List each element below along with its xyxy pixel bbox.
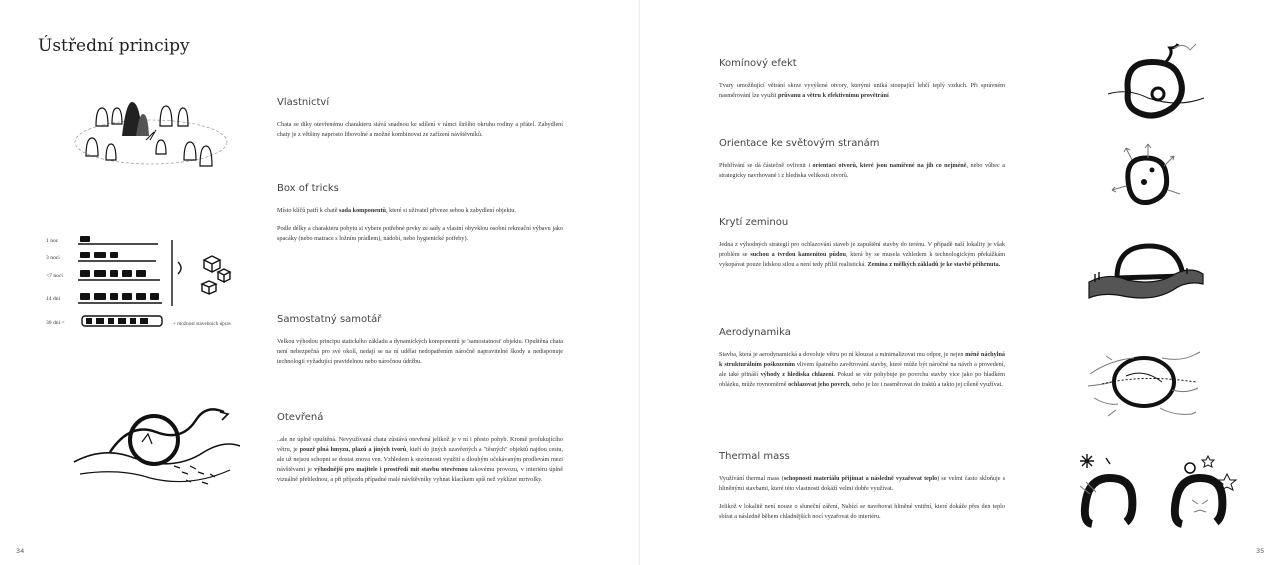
section-ownership	[277, 97, 563, 148]
emphasis-text: orientací otvorů, které jsou namířené na jih co nejméně	[812, 162, 967, 169]
emphasis-text: ochlazovat jeho povrch	[788, 381, 850, 388]
section-body	[719, 474, 1005, 522]
emphasis-text: méně náchylná k strukturálním poškozením	[719, 351, 1005, 368]
section-body	[719, 350, 1005, 390]
paragraph	[719, 350, 1005, 390]
section-orientation	[719, 138, 1005, 189]
text-run: takovému provozu, v interiéru úplně vizuálně přehlednou, a při příjezdu případné malé návštěvníky vyhnat klacíkem spíš než vyklízet mrtvolky.	[277, 466, 563, 483]
section-earth-cover	[719, 217, 1005, 278]
emphasis-text: sada komponentů	[339, 207, 386, 214]
section-box-of-tricks	[277, 183, 563, 252]
section-body	[277, 206, 563, 244]
section-heading: Aerodynamika	[719, 327, 791, 338]
paragraph	[277, 337, 563, 367]
text-run: , nebo vůbec a strategicky navrhované i z hlediska velikosti otvorů.	[719, 162, 1005, 179]
open-hut-creatures-illustration	[70, 402, 240, 502]
section-body	[277, 120, 563, 140]
section-heading: Thermal mass	[719, 451, 790, 462]
section-body	[719, 240, 1005, 270]
stay-row-label: 14 dní	[46, 296, 61, 302]
paragraph	[719, 240, 1005, 270]
stay-row-label: 3 noci	[46, 255, 60, 261]
paragraph	[719, 81, 1005, 101]
emphasis-text: výhodnější pro majitele i prostředí mít stavbu otevřenou	[314, 466, 468, 473]
stay-row-label: <7 nocí	[46, 273, 63, 279]
aerodynamics-illustration	[1086, 340, 1210, 426]
emphasis-text: výhody z hlediska chlazení	[760, 371, 834, 378]
construction-note: + možnost stavebních úprav	[173, 321, 232, 327]
components-stack-illustration	[78, 232, 248, 334]
emphasis-text: průvanu a větru k efektivnímu provětrání	[777, 92, 889, 99]
text-run: , která by se musela vzhledem k technologickým překážkám vykopávat pouze lidskou silou a není tedy příliš realistická.	[719, 251, 1006, 268]
paragraph	[277, 435, 563, 485]
text-run: . Pokud se vítr pohybuje po povrchu stavby více jako po hladkém oblázku, může rovnoměrně	[719, 371, 1005, 388]
paragraph	[277, 120, 563, 140]
section-heading: Krytí zeminou	[719, 217, 789, 228]
stay-row-label: 30 dní <	[46, 320, 65, 326]
text-run: ) se velmi často skloňuje s hliněnými stavbami, které této vlastnosti dokáží velmi dobře využívat.	[719, 475, 1005, 492]
section-heading: Vlastnictví	[277, 97, 330, 108]
emphasis-text: schopnosti materiálu přijímat a následně vyzařovat teplo	[783, 475, 938, 482]
section-open	[277, 412, 563, 493]
section-thermal-mass	[719, 451, 1005, 530]
thermal-mass-illustration	[1068, 450, 1248, 530]
section-heading: Box of tricks	[277, 183, 339, 194]
text-run: , nebo je lze i nasměrovat do traktů a takto jej cíleně využívat.	[849, 381, 1003, 388]
orientation-illustration	[1102, 140, 1192, 220]
emphasis-text: pouzř plná hmyzu, plazů a jiných tvorů	[299, 446, 407, 453]
text-run: vlivem špatného zavětrování stavby, které může být náročné na návrh a provedení, ale také přináší	[719, 361, 1005, 378]
text-run: ..ale ne úplně opuštěná. Nevyužívaná chata zůstává otevřená jelikož je v ní i přesto pohyb. Kromě profukujícího větru, je	[277, 436, 563, 453]
page-number: 35	[1256, 547, 1265, 555]
text-run: Stavba, která je aerodynamická a dovoluje větru po ní klouzat a minimalizovat mu odpor, je nejen	[719, 351, 966, 358]
earth-cover-illustration	[1087, 238, 1205, 308]
paragraph	[277, 224, 563, 244]
paragraph	[719, 161, 1005, 181]
right-page	[640, 0, 1280, 565]
section-heading: Komínový efekt	[719, 58, 797, 69]
section-self-sufficient	[277, 314, 563, 375]
paragraph	[719, 502, 1005, 522]
paragraph	[719, 474, 1005, 494]
emphasis-text: Zemina z mělkých základů je ke stavbě přihrnuta.	[867, 261, 1001, 268]
page-number: 34	[16, 547, 25, 555]
section-body	[719, 81, 1005, 101]
stay-row-label: 1 noc	[46, 238, 59, 244]
section-heading: Samostatný samotář	[277, 314, 382, 325]
text-run: Chata se díky otevřenému charakteru stává snadnou ke sdílení v rámci širšího okruhu rodiny a přátel. Zabydlení chaty je z většiny naprosto libovolné a možné kombinovat ze zařízení návštěvníků.	[277, 121, 563, 138]
text-run: Místo klíčů patří k chatě	[277, 207, 340, 214]
page-title: Ústřední principy	[38, 36, 190, 56]
text-run: Přehřívání se dá částečně ovlivnit i	[719, 162, 813, 169]
text-run: Podle délky a charakteru pobytu si vybere potřebné prvky ze sady a vlastní obyvklou osobní rekreační výbavu jako spacáky (nebo matrace s ložním prádlem), nádobí, nebo hygienické potřeby).	[277, 225, 563, 242]
text-run: Jedna z výhodných strategií pro ochlazování staveb je zapuštění stavby do terénu. V případě naší lokality je však problém se	[719, 241, 1005, 258]
section-heading: Otevřená	[277, 412, 324, 423]
section-aerodynamics	[719, 327, 1005, 398]
section-body	[719, 161, 1005, 181]
section-heading: Orientace ke světovým stranám	[719, 138, 880, 149]
section-body	[277, 435, 563, 485]
text-run: , kteří do jiných uzavřených a "těsných" objektů najdou cestu, ale už nejsou schopni se dostat znova ven. Vzhledem k sezónnosti využití a dlouhým očekávaným prodlevám mezi návštěvami je	[277, 446, 564, 473]
text-run: Velkou výhodou principu statického základu a dynamických komponentů je 'samostatnost' objektu. Opuštěná chata není nebezpečná pro své okolí, nedají se na ní udělat nedopatřením náročně napravitelné škody a nedisponuje technologií vyžadující pravidelnou nebo náročnou údržbu.	[277, 338, 563, 365]
section-body	[277, 337, 563, 367]
text-run: Využívání thermal mass (	[719, 475, 784, 482]
paragraph	[277, 206, 563, 216]
people-gathering-illustration	[66, 96, 236, 180]
emphasis-text: suchou a tvrdou kamenitou půdou	[750, 251, 846, 258]
chimney-effect-illustration	[1106, 42, 1206, 126]
text-run: Tvary umožňující větrání skrze vyvýšené otvory, kterými uniká stoupající lehčí teplý vzduch. Při správném nasměrování lze využít	[719, 82, 1005, 99]
text-run: , které si uživatel přiveze sebou k zabydlení objektu.	[386, 207, 516, 214]
text-run: Jelikož v lokalitě není nouze o sluneční záření, Nabízí se navrhovat hliněné vnitřní, které dokáže přes den teplo sbírat a následně během chladnějších nocí vyzařovat do interiéru.	[719, 503, 1005, 520]
section-chimney-effect	[719, 58, 1005, 109]
